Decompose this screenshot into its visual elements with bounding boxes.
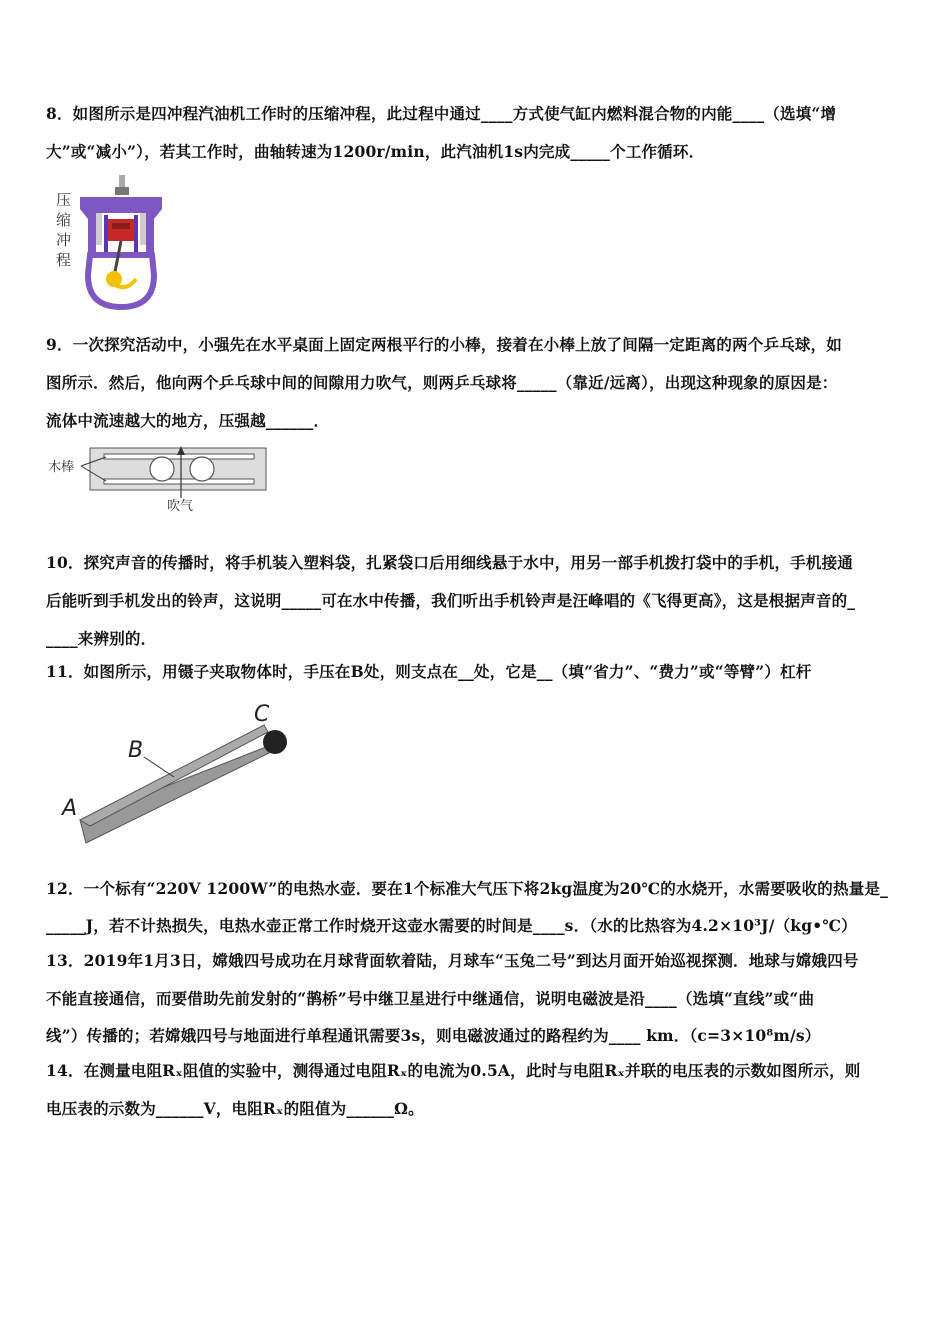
q12-line-1: 12．一个标有“220V 1200W”的电热水壶．要在1个标准大气压下将2kg温度为20℃的水烧开，水需要吸收的热量是_ bbox=[46, 879, 889, 898]
engine-label-char-3: 冲 bbox=[56, 231, 72, 249]
q13-line-1: 13．2019年1月3日，嫦娥四号成功在月球背面软着陆，月球车“玉兔二号”到达月面开始巡视探测．地球与嫦娥四号 bbox=[46, 951, 859, 970]
engine-compression-figure bbox=[50, 175, 170, 310]
q8-line-1: 8．如图所示是四冲程汽油机工作时的压缩冲程，此过程中通过____方式使气缸内燃料混合物的内能____（选填“增 bbox=[46, 104, 837, 123]
q9-line-2: 图所示．然后，他向两个乒乓球中间的间隙用力吹气，则两乒乓球将_____（靠近/远离），出现这种现象的原因是： bbox=[46, 373, 838, 392]
q9-line-1: 9．一次探究活动中，小强先在水平桌面上固定两根平行的小棒，接着在小棒上放了间隔一定距离的两个乒乓球，如 bbox=[46, 335, 842, 354]
tweezers-label-b: B bbox=[128, 738, 144, 763]
q8-line-2: 大”或“减小”），若其工作时，曲轴转速为1200r/min，此汽油机1s内完成_____个工作循环． bbox=[46, 142, 705, 161]
q9-line-3: 流体中流速越大的地方，压强越______． bbox=[46, 411, 330, 430]
blow-label: 吹气 bbox=[167, 499, 194, 514]
q10-line-1: 10．探究声音的传播时，将手机装入塑料袋，扎紧袋口后用细线悬于水中，用另一部手机拨打袋中的手机，手机接通 bbox=[46, 553, 853, 572]
q12-line-2: _____J，若不计热损失，电热水壶正常工作时烧开这壶水需要的时间是____s．（水的比热容为4.2×10³J/（kg•℃） bbox=[46, 916, 857, 935]
engine-label-char-4: 程 bbox=[56, 251, 72, 269]
q14-line-2: 电压表的示数为______V，电阻Rₓ的阻值为______Ω。 bbox=[46, 1099, 424, 1118]
q11-line-1: 11．如图所示，用镊子夹取物体时，手压在B处，则支点在__处，它是__（填“省力”、“费力”或“等臂”）杠杆 bbox=[46, 662, 812, 681]
engine-label-char-1: 压 bbox=[56, 191, 72, 209]
q10-line-2: 后能听到手机发出的铃声，这说明_____可在水中传播，我们听出手机铃声是汪峰唱的《飞得更高》，这是根据声音的_ bbox=[46, 591, 856, 610]
q14-line-1: 14．在测量电阻Rₓ阻值的实验中，测得通过电阻Rₓ的电流为0.5A，此时与电阻Rₓ并联的电压表的示数如图所示，则 bbox=[46, 1061, 861, 1080]
q13-line-3: 线”）传播的；若嫦娥四号与地面进行单程通讯需要3s，则电磁波通过的路程约为____ km．（c=3×10⁸m/s） bbox=[46, 1026, 821, 1045]
stick-label: 木棒 bbox=[48, 460, 75, 475]
q10-line-3: ____来辨别的． bbox=[46, 629, 157, 648]
ping-pong-figure bbox=[46, 440, 271, 520]
tweezers-figure bbox=[54, 695, 304, 850]
q13-line-2: 不能直接通信，而要借助先前发射的“鹊桥”号中继卫星进行中继通信，说明电磁波是沿____（选填“直线”或“曲 bbox=[46, 989, 815, 1008]
engine-label-char-2: 缩 bbox=[56, 211, 72, 229]
tweezers-label-c: C bbox=[254, 702, 270, 727]
tweezers-label-a: A bbox=[62, 796, 78, 821]
